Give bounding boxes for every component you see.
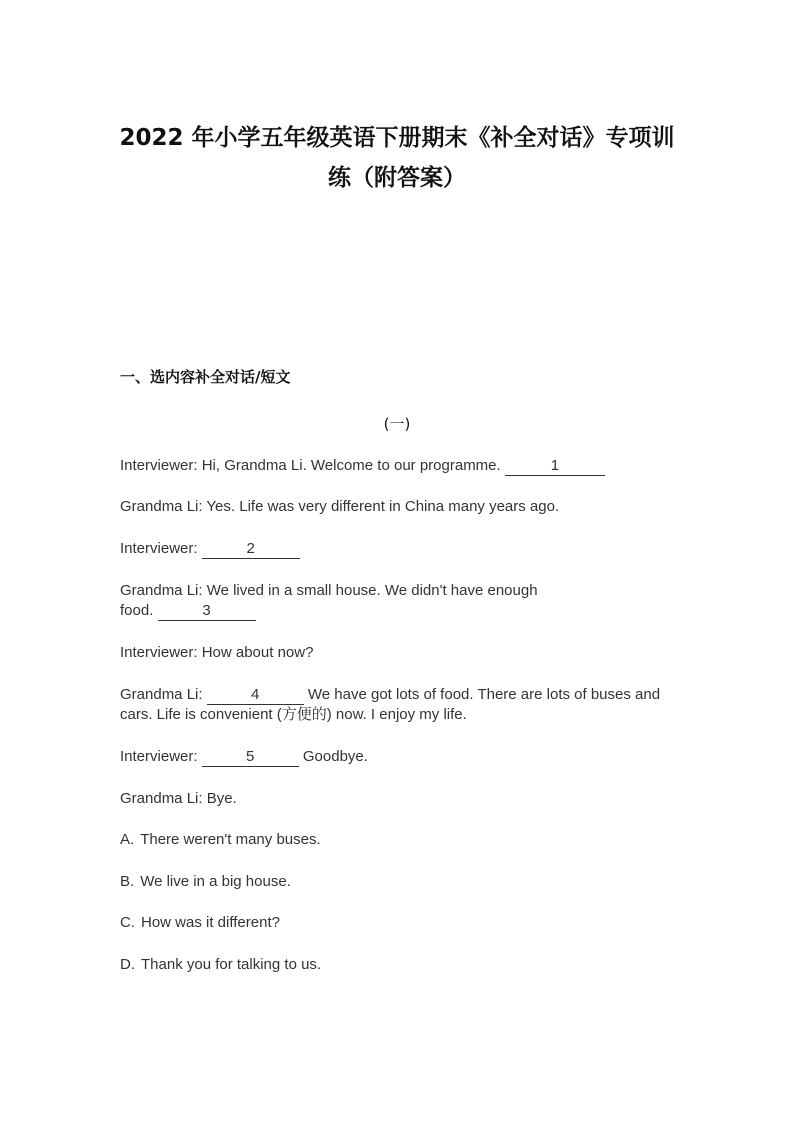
option-letter: D. [120, 956, 135, 973]
answer-blank-4: 4 [207, 686, 304, 705]
dialogue-line-6 [120, 685, 665, 725]
option-d [120, 955, 680, 975]
dialogue-line-4 [120, 581, 570, 621]
dialogue-text: Goodbye. [298, 748, 368, 765]
dialogue-text: Interviewer: [120, 748, 202, 765]
dialogue-text: Grandma Li: Yes. Life was very different in China many years ago. [120, 498, 560, 515]
option-text: We live in a big house. [140, 873, 291, 890]
title-line-2: 练（附答案） [328, 165, 466, 191]
dialogue-text: We have got lots of food. There are lots of buses and cars. Life is convenient (方便的) now. I enjoy my life. [120, 686, 661, 723]
answer-blank-3: 3 [158, 602, 256, 621]
dialogue-text: Interviewer: [120, 540, 202, 557]
dialogue-line-7 [120, 747, 680, 767]
option-b [120, 872, 680, 892]
dialogue-text: Interviewer: How about now? [120, 644, 314, 661]
option-a [120, 830, 680, 850]
dialogue-line-1 [120, 456, 680, 476]
answer-blank-5: 5 [202, 748, 299, 767]
dialogue-text: Grandma Li: We lived in a small house. We didn't have enough food. [120, 582, 538, 619]
option-c [120, 913, 680, 933]
part-heading: (一) [383, 415, 411, 433]
option-letter: C. [120, 914, 135, 931]
option-text: There weren't many buses. [140, 831, 321, 848]
dialogue-text: Grandma Li: [120, 686, 207, 703]
dialogue-text: Interviewer: Hi, Grandma Li. Welcome to our programme. [120, 457, 505, 474]
option-letter: A. [120, 831, 135, 848]
option-text: Thank you for talking to us. [141, 956, 322, 973]
dialogue-line-3 [120, 539, 680, 559]
answer-blank-2: 2 [202, 540, 300, 559]
section-heading: 一、选内容补全对话/短文 [120, 368, 291, 386]
option-letter: B. [120, 873, 135, 890]
dialogue-line-2 [120, 497, 680, 517]
dialogue-line-8 [120, 789, 680, 809]
answer-blank-1: 1 [505, 457, 605, 476]
dialogue-line-5 [120, 643, 680, 663]
option-text: How was it different? [141, 914, 280, 931]
dialogue-text: Grandma Li: Bye. [120, 790, 237, 807]
title-line-1: 2022 年小学五年级英语下册期末《补全对话》专项训 [119, 125, 675, 151]
document-title [110, 118, 684, 198]
